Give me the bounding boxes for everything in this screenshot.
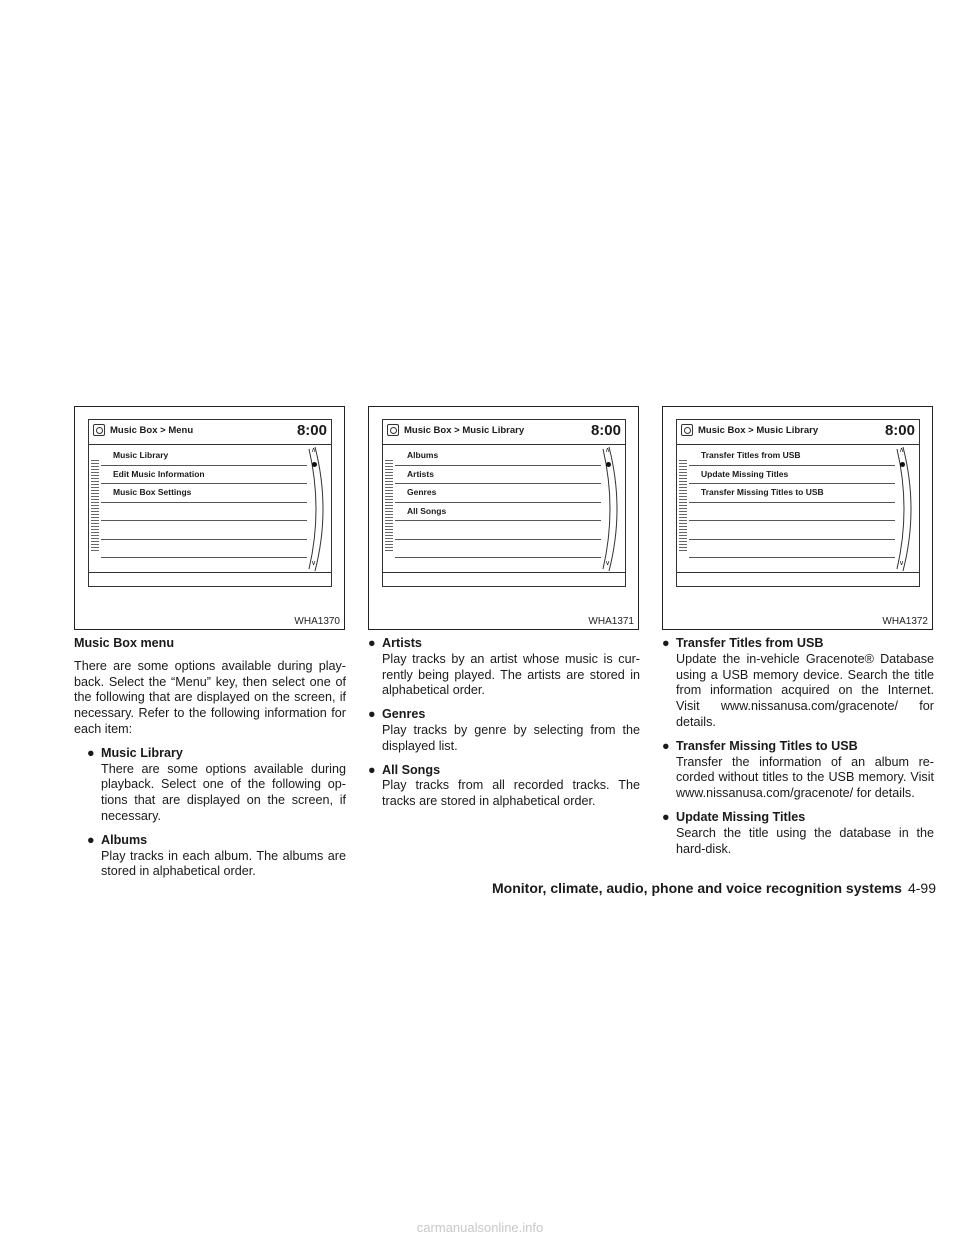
list-item <box>368 636 640 699</box>
figure-code: WHA1370 <box>294 616 340 627</box>
item-body: Transfer the information of an album re-corded without titles to the USB memory. Visit www.nissanusa.com/gracenote/ for details. <box>676 754 934 801</box>
screen-clock: 8:00 <box>590 422 621 439</box>
item-body: Play tracks by an artist whose music is cur-rently being played. The artists are stored in alphabetical order. <box>382 651 640 698</box>
menu-list <box>689 447 895 558</box>
screen-clock: 8:00 <box>884 422 915 439</box>
bullet-icon: ● <box>87 832 95 847</box>
scroll-position-dot <box>900 462 905 467</box>
list-item <box>368 763 640 810</box>
left-tick-scale <box>385 460 393 552</box>
menu-item-empty <box>101 521 307 540</box>
screen <box>88 419 332 587</box>
menu-item-all-songs[interactable]: All Songs <box>395 503 601 522</box>
item-title: All Songs <box>382 762 441 777</box>
item-body: Play tracks by genre by selecting from the displayed list. <box>382 722 640 753</box>
item-title: Music Library <box>101 745 183 760</box>
screen-header <box>677 420 919 445</box>
menu-item-transfer-missing-titles-to-usb[interactable]: Transfer Missing Titles to USB <box>689 484 895 503</box>
left-tick-scale <box>679 460 687 552</box>
screen-clock: 8:00 <box>296 422 327 439</box>
screen-title: Music Box > Menu <box>110 425 194 436</box>
intro-paragraph: There are some options available during play-back. Select the “Menu” key, then select one of the following that are displayed on the screen, if necessary. Refer to the following information for each item: <box>74 658 346 736</box>
bullet-icon: ● <box>662 636 670 650</box>
bullet-icon: ● <box>368 762 376 777</box>
figure-code: WHA1371 <box>588 616 634 627</box>
page-number: 4-99 <box>907 880 936 896</box>
figure-music-library-transfer <box>662 406 933 630</box>
scroll-up-icon[interactable]: ∧ <box>311 447 317 454</box>
section-heading: Music Box menu <box>74 636 175 650</box>
item-body: Play tracks in each album. The albums are stored in alphabetical order. <box>101 848 346 879</box>
menu-item-update-missing-titles[interactable]: Update Missing Titles <box>689 466 895 485</box>
bullet-icon: ● <box>662 809 670 824</box>
menu-item-empty <box>395 521 601 540</box>
screen-footer <box>89 572 331 586</box>
bullet-icon: ● <box>368 636 376 650</box>
list-item <box>662 636 934 731</box>
item-title: Artists <box>382 636 422 650</box>
screen-title: Music Box > Music Library <box>698 425 819 436</box>
item-title: Genres <box>382 707 426 722</box>
list-item <box>368 707 640 754</box>
item-title: Albums <box>101 832 148 847</box>
watermark: carmanualsonline.info <box>416 1220 544 1235</box>
list-item <box>662 739 934 802</box>
list-item <box>74 833 346 880</box>
item-title: Transfer Missing Titles to USB <box>676 738 858 753</box>
item-title: Update Missing Titles <box>676 809 806 824</box>
menu-list <box>101 447 307 558</box>
scroll-arc <box>891 445 921 573</box>
screen-header <box>89 420 331 445</box>
menu-item-edit-music-information[interactable]: Edit Music Information <box>101 466 307 485</box>
scroll-position-dot <box>606 462 611 467</box>
screen-header <box>383 420 625 445</box>
menu-item-empty <box>689 503 895 522</box>
menu-item-empty <box>689 521 895 540</box>
bullet-icon: ● <box>368 707 376 722</box>
scroll-down-icon[interactable]: ∨ <box>311 560 317 567</box>
menu-item-genres[interactable]: Genres <box>395 484 601 503</box>
scroll-down-icon[interactable]: ∨ <box>605 560 611 567</box>
footer-section-title: Monitor, climate, audio, phone and voice recognition systems <box>492 880 902 896</box>
menu-item-empty <box>101 503 307 522</box>
item-body: Update the in-vehicle Gracenote® Database using a USB memory device. Search the title from information acquired on the Internet. Visit www.nissanusa.com/gracenote/ for details. <box>676 651 934 729</box>
left-tick-scale <box>91 460 99 552</box>
scroll-arc <box>303 445 333 573</box>
item-body: Play tracks from all recorded tracks. The tracks are stored in alphabetical order. <box>382 778 640 809</box>
bullet-icon: ● <box>662 738 670 753</box>
item-body: Search the title using the database in the hard-disk. <box>676 825 934 856</box>
scroll-down-icon[interactable]: ∨ <box>899 560 905 567</box>
screen-title: Music Box > Music Library <box>404 425 525 436</box>
figure-music-library <box>368 406 639 630</box>
menu-item-empty <box>395 540 601 559</box>
screen <box>382 419 626 587</box>
text-column-2 <box>368 636 640 818</box>
menu-list <box>395 447 601 558</box>
list-item <box>74 746 346 825</box>
menu-item-empty <box>101 540 307 559</box>
menu-item-transfer-titles-from-usb[interactable]: Transfer Titles from USB <box>689 447 895 466</box>
item-body: There are some options available during playback. Select one of the following op-tions that are displayed on the screen, if necessary. <box>101 761 346 823</box>
item-title: Transfer Titles from USB <box>676 636 824 650</box>
scroll-up-icon[interactable]: ∧ <box>605 447 611 454</box>
screen-footer <box>677 572 919 586</box>
menu-item-music-library[interactable]: Music Library <box>101 447 307 466</box>
menu-item-artists[interactable]: Artists <box>395 466 601 485</box>
text-column-1 <box>74 636 346 888</box>
scroll-position-dot <box>312 462 317 467</box>
figure-code: WHA1372 <box>882 616 928 627</box>
list-item <box>662 810 934 857</box>
screen <box>676 419 920 587</box>
text-column-3 <box>662 636 934 865</box>
music-box-icon <box>387 424 399 436</box>
scroll-arc <box>597 445 627 573</box>
music-box-icon <box>681 424 693 436</box>
scroll-up-icon[interactable]: ∧ <box>899 447 905 454</box>
menu-item-albums[interactable]: Albums <box>395 447 601 466</box>
bullet-icon: ● <box>87 745 95 760</box>
menu-item-music-box-settings[interactable]: Music Box Settings <box>101 484 307 503</box>
screen-footer <box>383 572 625 586</box>
page-footer <box>492 880 936 896</box>
figure-music-box-menu <box>74 406 345 630</box>
music-box-icon <box>93 424 105 436</box>
menu-item-empty <box>689 540 895 559</box>
